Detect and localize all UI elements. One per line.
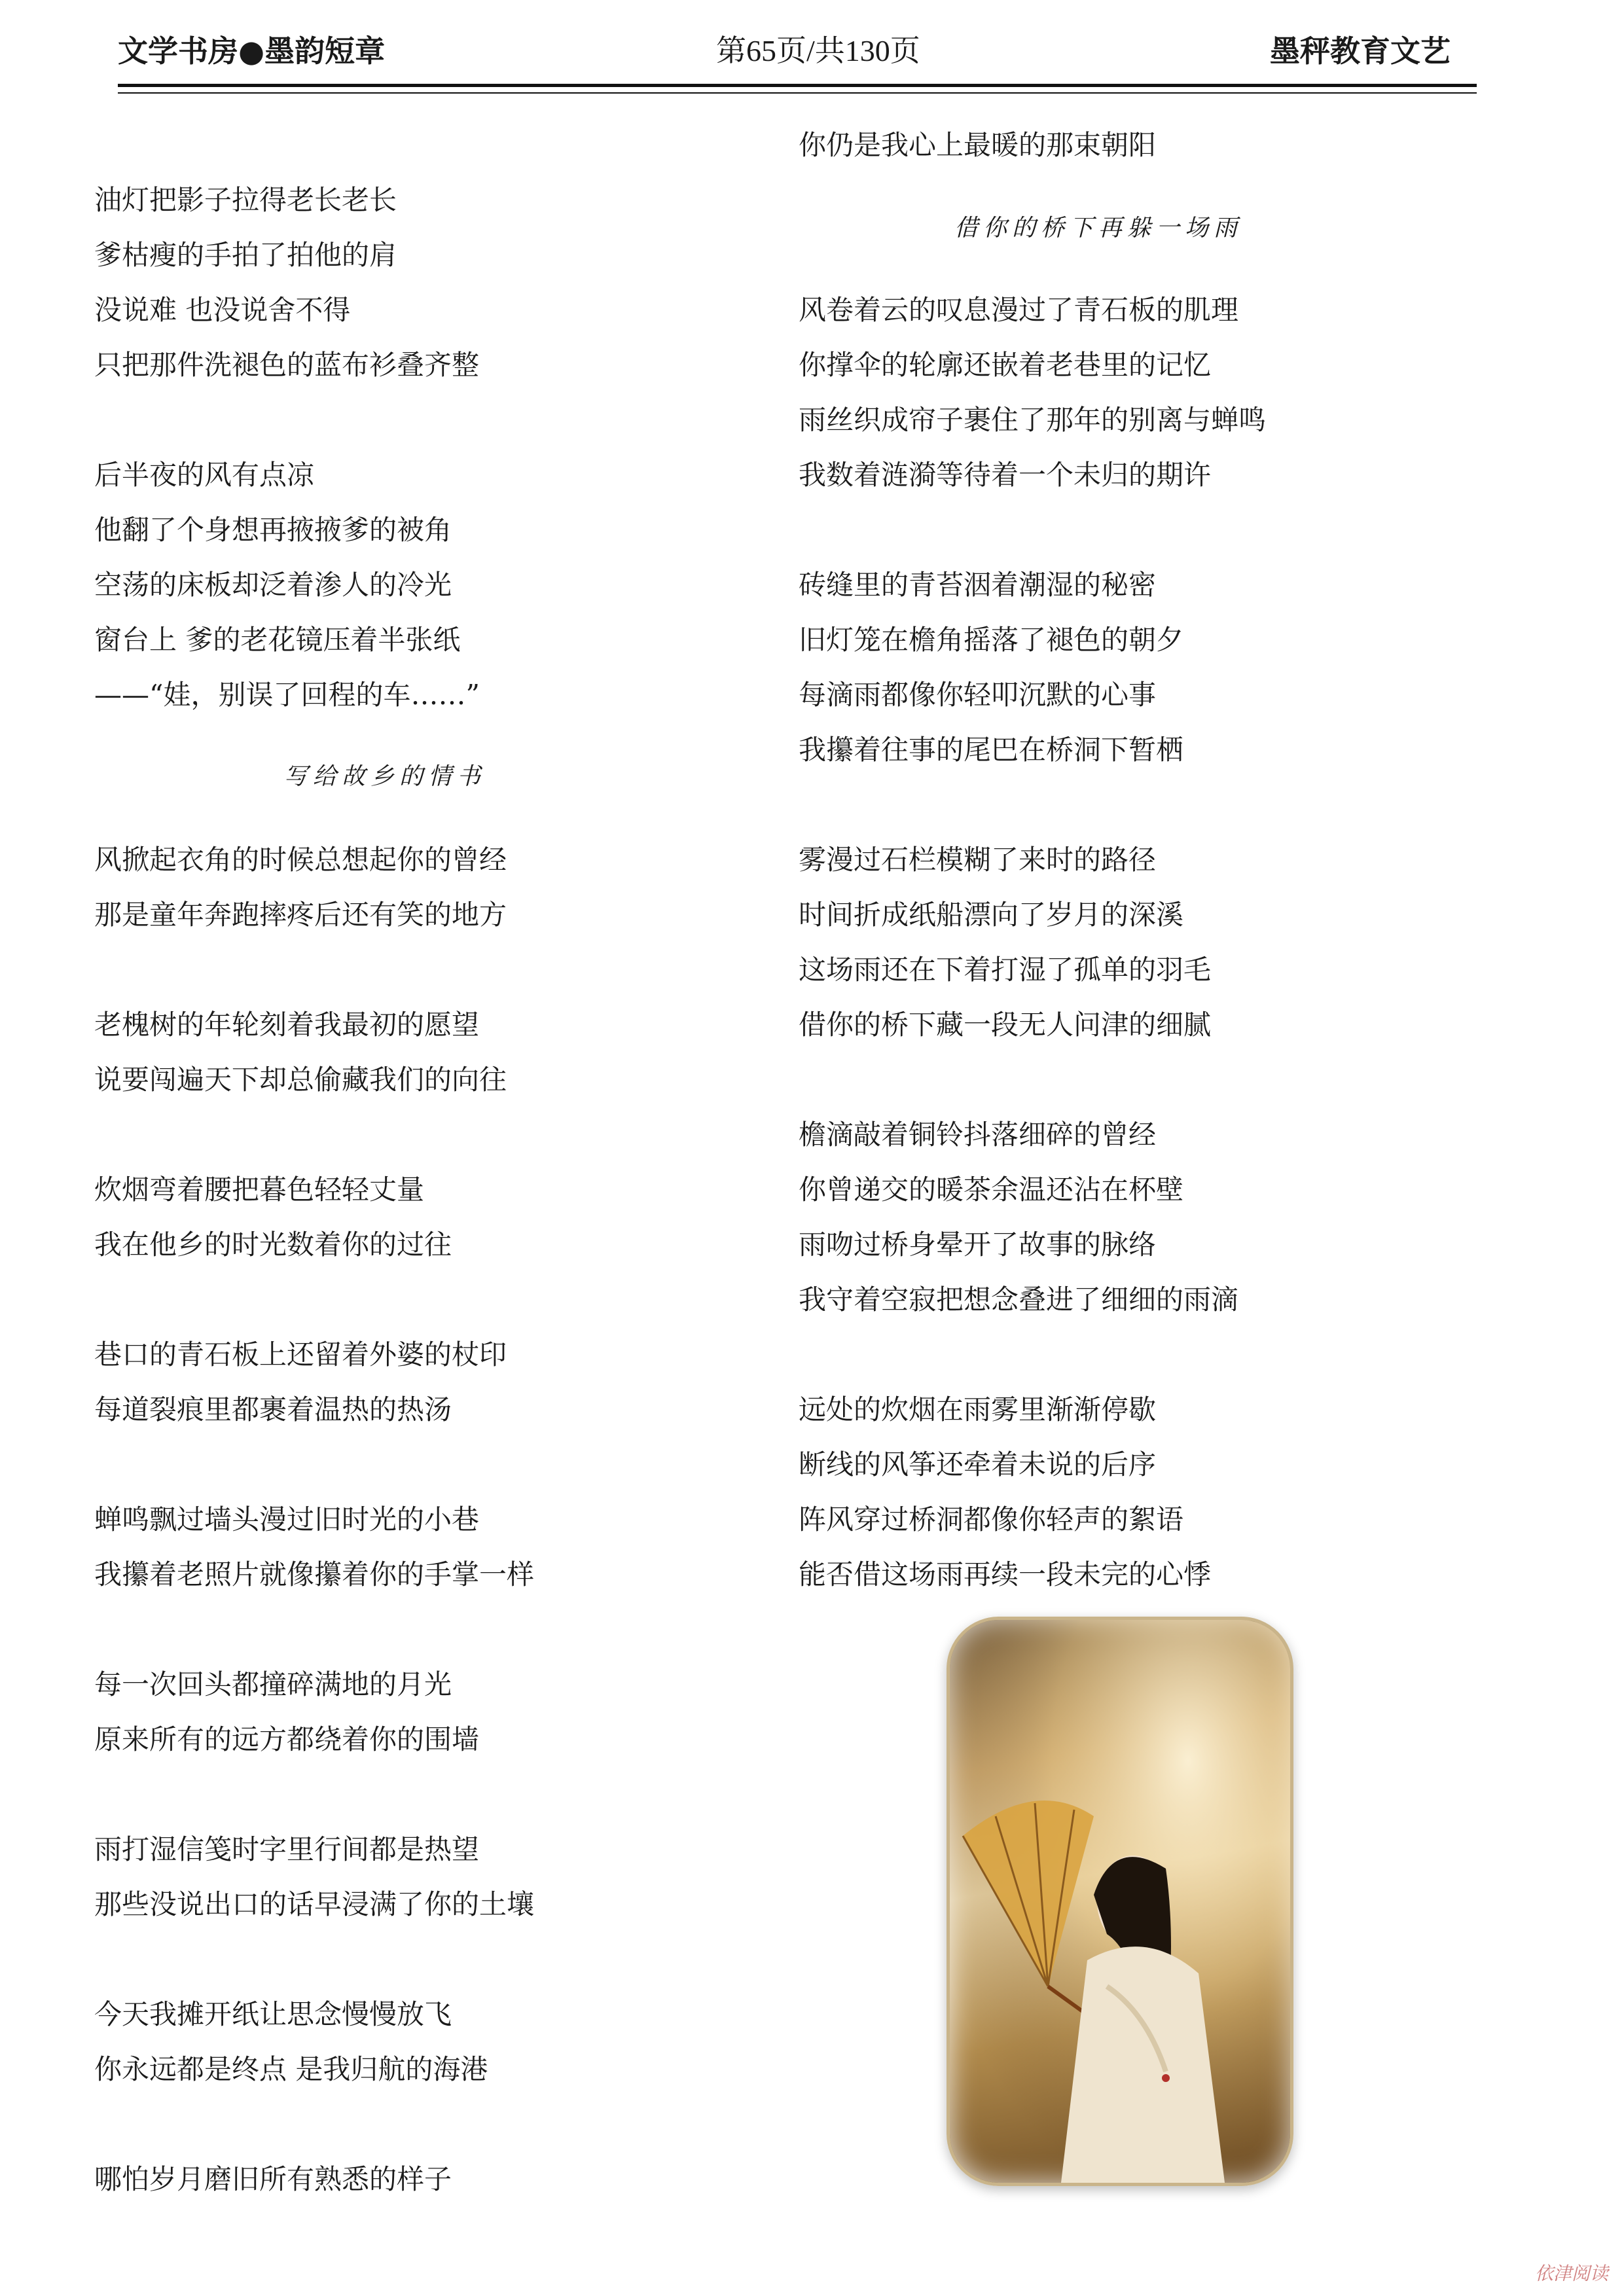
poem-line: 我攥着老照片就像攥着你的手掌一样 <box>94 1558 535 1590</box>
poem-line: 阵风穿过桥洞都像你轻声的絮语 <box>799 1503 1184 1535</box>
poem-line: 这场雨还在下着打湿了孤单的羽毛 <box>799 954 1212 986</box>
poem-line: 只把那件洗褪色的蓝布衫叠齐整 <box>94 349 480 381</box>
poem-line: 油灯把影子拉得老长老长 <box>94 184 397 216</box>
poem-line: 后半夜的风有点凉 <box>94 459 315 491</box>
poem-line: 蝉鸣飘过墙头漫过旧时光的小巷 <box>94 1503 480 1535</box>
poem-line: 风掀起衣角的时候总想起你的曾经 <box>94 844 507 876</box>
header-rule <box>118 84 1477 87</box>
header-publication-name: 文学书房●墨韵短章 <box>118 33 386 69</box>
poem-line: 借你的桥下藏一段无人问津的细腻 <box>799 1009 1212 1041</box>
poem-line: 雨吻过桥身晕开了故事的脉络 <box>799 1229 1157 1261</box>
poem-title: 借你的桥下再躲一场雨 <box>954 215 1243 242</box>
poem-line: 哪怕岁月磨旧所有熟悉的样子 <box>94 2163 452 2195</box>
poem-line: 你撑伞的轮廓还嵌着老巷里的记忆 <box>799 349 1212 381</box>
header-page-number: 第65页/共130页 <box>716 34 920 67</box>
poem-line: 你曾递交的暖茶余温还沾在杯壁 <box>799 1174 1184 1206</box>
poem-line: 远处的炊烟在雨雾里渐渐停歇 <box>799 1393 1157 1426</box>
header-rule-thin <box>118 92 1477 94</box>
poem-line: 说要闯遍天下却总偷藏我们的向往 <box>94 1064 507 1096</box>
poem-line: 炊烟弯着腰把暮色轻轻丈量 <box>94 1174 425 1206</box>
poem-line: 雨丝织成帘子裹住了那年的别离与蝉鸣 <box>799 404 1267 436</box>
header-publisher: 墨秤教育文艺 <box>1270 33 1451 69</box>
poem-line: 我守着空寂把想念叠进了细细的雨滴 <box>799 1283 1239 1316</box>
poem-line: 爹枯瘦的手拍了拍他的肩 <box>94 239 397 271</box>
poem-line: 每滴雨都像你轻叩沉默的心事 <box>799 679 1157 711</box>
poem-line: 那是童年奔跑摔疼后还有笑的地方 <box>94 899 507 931</box>
poem-line: 你永远都是终点 是我归航的海港 <box>94 2053 488 2085</box>
poem-line: 你仍是我心上最暖的那束朝阳 <box>799 129 1157 161</box>
poem-line: 原来所有的远方都绕着你的围墙 <box>94 1723 480 1755</box>
poem-line: 巷口的青石板上还留着外婆的杖印 <box>94 1338 507 1371</box>
poem-line: 断线的风筝还牵着未说的后序 <box>799 1448 1157 1480</box>
poem-line: 时间折成纸船漂向了岁月的深溪 <box>799 899 1184 931</box>
photo-drawing <box>950 1620 1290 2183</box>
poem-line: 每道裂痕里都裹着温热的热汤 <box>94 1393 452 1426</box>
poem-line: 旧灯笼在檐角摇落了褪色的朝夕 <box>799 624 1184 656</box>
poem-title: 写给故乡的情书 <box>284 763 486 790</box>
poem-line: 檐滴敲着铜铃抖落细碎的曾经 <box>799 1119 1157 1151</box>
poem-line: 风卷着云的叹息漫过了青石板的肌理 <box>799 294 1239 326</box>
poem-line: 我在他乡的时光数着你的过往 <box>94 1229 452 1261</box>
poem-line: 雾漫过石栏模糊了来时的路径 <box>799 844 1157 876</box>
poem-line: 每一次回头都撞碎满地的月光 <box>94 1668 452 1700</box>
poem-line: ——“娃，别误了回程的车……” <box>94 679 480 711</box>
poem-line: 他翻了个身想再掖掖爹的被角 <box>94 514 452 546</box>
poem-line: 窗台上 爹的老花镜压着半张纸 <box>94 624 461 656</box>
poem-line: 雨打湿信笺时字里行间都是热望 <box>94 1833 480 1865</box>
poem-line: 砖缝里的青苔洇着潮湿的秘密 <box>799 569 1157 601</box>
watermark: 依津阅读 <box>1535 2263 1609 2284</box>
poem-line: 老槐树的年轮刻着我最初的愿望 <box>94 1009 480 1041</box>
illustration-photo <box>947 1617 1293 2186</box>
poem-line: 那些没说出口的话早浸满了你的土壤 <box>94 1888 535 1920</box>
poem-line: 我数着涟漪等待着一个未归的期许 <box>799 459 1212 491</box>
poem-line: 空荡的床板却泛着渗人的冷光 <box>94 569 452 601</box>
poem-line: 我攥着往事的尾巴在桥洞下暂栖 <box>799 734 1184 766</box>
poem-line: 没说难 也没说舍不得 <box>94 294 351 326</box>
poem-line: 今天我摊开纸让思念慢慢放飞 <box>94 1998 452 2030</box>
poem-line: 能否借这场雨再续一段未完的心悸 <box>799 1558 1212 1590</box>
